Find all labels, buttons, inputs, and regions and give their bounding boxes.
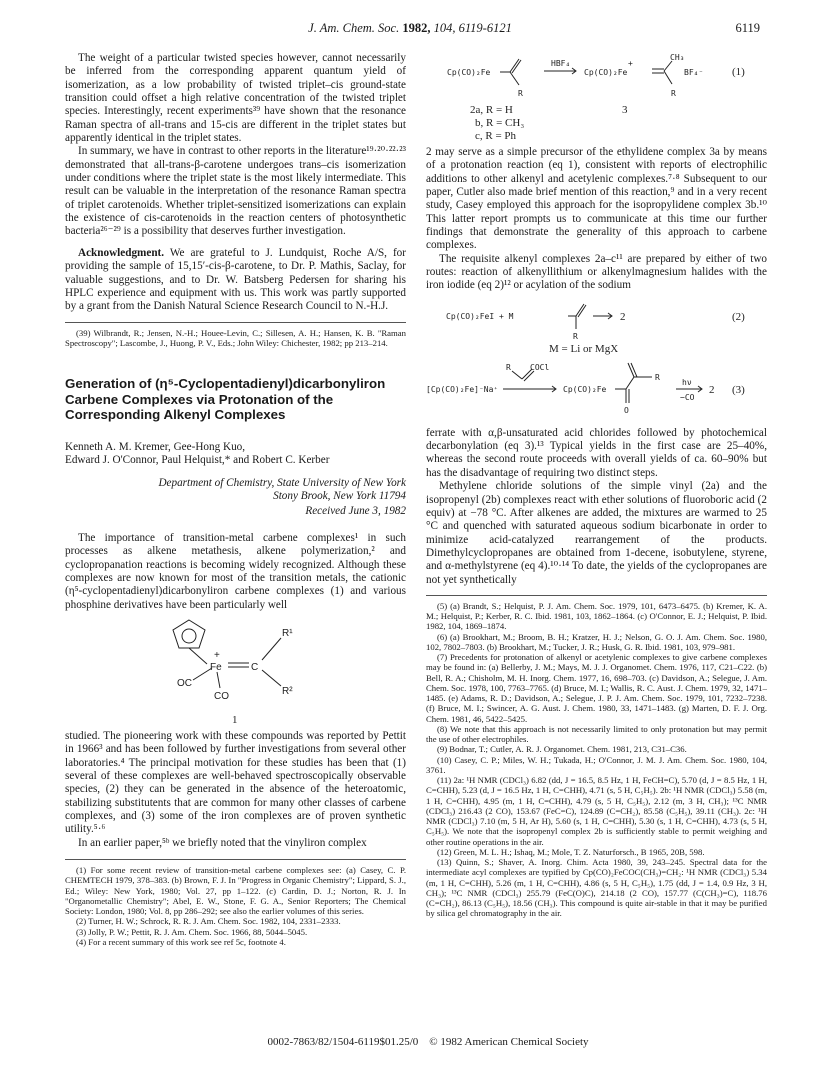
scheme-eq-3: [426, 355, 767, 427]
intro-paragraph: The importance of transition-metal carbene complexes¹ in such processes as alkene metathesis, alkene polymerization,² and cyclopropanation reactions is becoming widely recognized. Although these complexes are now known for most of the transition metals, the cationic (η⁵-cyclopentadienyl)dicarbonyliron carbene complexes (1) and various phosphine derivatives have been particularly well: [65, 531, 406, 611]
right-footnotes: [426, 601, 767, 919]
requisite-paragraph: The requisite alkenyl complexes 2a–c¹¹ are prepared by either of two routes: reaction of alkenyllithium or alkenylmagnesium halides with the iron iodide (eq 2)¹² or acylation of the sodium: [426, 252, 767, 292]
footnote-10: (10) Casey, C. P.; Miles, W. H.; Tukada, H.; O'Connor, J. M. J. Am. Chem. Soc. 1980, 104, 3761.: [426, 754, 767, 775]
eq2-product: 2: [620, 310, 626, 323]
footnote-1: (1) For some recent review of transition-metal carbene complexes see: (a) Casey, C. P. CHEMTECH 1979, 378–383. (b) Brown, F. J. In "Progress in Organic Chemistry"; Lippard, S. J., Ed.; Wiley: New York, 1980; Vol. 27, pp 1–122. (c) Cardin, D. J.; Norton, R. J. In "Organometallic Chemistry"; Abel, E. W., Stone, F. G. A., Senior Reporters; The Chemical Society: London, 1980; Vol. 8, pp 286–292; see also the earlier volumes of this series.: [65, 865, 406, 916]
scheme-eq-2: [426, 293, 767, 355]
copyright-notice: © 1982 American Chemical Society: [429, 1036, 589, 1048]
cp-fe-bond: [189, 648, 207, 664]
struct1-co-label: CO: [214, 690, 229, 702]
footnote-12: (12) Green, M. L. H.; Ishaq, M.; Mole, T. Z. Naturforsch., B 1965, 20B, 598.: [437, 846, 705, 857]
acknowledgment-paragraph: [65, 247, 406, 314]
footnote-rule-2: [65, 859, 406, 860]
authors-line-2: Edward J. O'Connor, Paul Helquist,* and Robert C. Kerber: [65, 454, 330, 467]
eq1-reactant: Cp(CO)₂Fe: [447, 68, 491, 77]
footnote-rule-right: [426, 595, 767, 596]
journal-name: J. Am. Chem. Soc.: [308, 21, 400, 35]
eq3-number: (3): [732, 383, 745, 396]
journal-year: 1982,: [402, 21, 431, 35]
struct1-plus: +: [214, 649, 220, 661]
eq3-product: 2: [709, 383, 715, 396]
authors-line-1: Kenneth A. M. Kremer, Gee-Hong Kuo,: [65, 440, 246, 453]
eq1-reagent: HBF₄: [551, 59, 571, 68]
eq3-intermediate: Cp(CO)₂Fe: [563, 384, 607, 394]
struct1-c-label: C: [251, 661, 259, 673]
fe-co-bond-down: [217, 672, 220, 688]
eq2-r: R: [573, 331, 578, 341]
acknowledgment-text: We are grateful to J. Lundquist, Roche A/S, for providing the sample of 15,15′-cis-β-carotene, to Dr. P. Mathis, Saclay, for valuable suggestions, and to Dr. W. Batsberg Pedersen for sharing his HPLC experience and equipment with us. This work was partly supported by a grant from the Danish Natural Science Research Council to N.-H.J.: [65, 246, 406, 313]
eq2-left: Cp(CO)₂FeI + M: [446, 311, 514, 321]
eq2-number: (2): [732, 310, 745, 323]
footnote-8: (8) We note that this approach is not necessarily limited to only protonation but may permit the use of other electrophiles.: [426, 723, 767, 745]
eq3-o: O: [624, 405, 629, 415]
affiliation-line-2: Stony Brook, New York 11794: [273, 490, 406, 503]
precursor-paragraph: 2 may serve as a simple precursor of the ethylidene complex 3a by means of a protonation reaction (eq 1), consistent with reports of electrophilic additions to other alkenyl and acetylenic complexes.⁷·⁸ Subsequent to our paper, Cutler also made brief mention of this reaction,⁹ and in a very recent study, Casey employed this approach for the isopropylidene complex 3b.¹⁰ This latter report prompts us to communicate at this time our further findings that demonstrate the generality of this approach to carbene complexes.: [426, 146, 767, 252]
eq3-vinyl-up: [628, 363, 634, 377]
label-2b: b, R = CH₃: [475, 117, 525, 129]
eq3-left: [Cp(CO)₂Fe]⁻Na⁺: [426, 384, 499, 394]
footnote-3: (3) Jolly, P. W.; Pettit, R. J. Am. Chem. Soc. 1966, 88, 5044–5045.: [76, 926, 308, 937]
eq1-ch3: CH₃: [670, 53, 685, 62]
eq2-m-definition: M = Li or MgX: [549, 342, 619, 355]
struct1-r2-label: R²: [282, 685, 293, 697]
aromatic-circle: [182, 629, 196, 643]
eq1-counterion: BF₄⁻: [684, 68, 704, 77]
received-date: Received June 3, 1982: [305, 505, 406, 518]
eq1-r-left: R: [518, 89, 523, 98]
footnote-13: (13) Quinn, S.; Shaver, A. Inorg. Chim. Acta 1980, 39, 243–245. Spectral data for the intermediate acyl complexes are typified by Cp(CO)₂FeCOC(CH₃)=CH₂: ¹H NMR (CDCl₃) 5.34 (m, 1 H, C=CHH), 5.26 (m, 1 H, C=CHH), 4.86 (s, 5 H, C₅H₅), 1.75 (dd, J = 1.4, 0.9 Hz, 3 H, CH₃); ¹³C NMR (CDCl₃) 255.79 (FeC(O)C), 214.18 (2 CO), 157.77 (C(CH₃)=C), 118.76 (C=CH₂), 86.13 (C₅H₅), 18.56 (CH₃). This compound is quite air-stable in that it may be purified by silica gel chromatography in the air.: [426, 857, 767, 919]
label-2c: c, R = Ph: [475, 130, 517, 142]
eq3-hv: hν: [682, 377, 692, 387]
eq1-vinyl-r: [510, 72, 519, 85]
journal-pages: 6119-6121: [458, 21, 512, 35]
struct1-fe-label: Fe: [210, 661, 222, 673]
footnote-11: (11) 2a: ¹H NMR (CDCl₃) 6.82 (dd, J = 16.5, 8.5 Hz, 1 H, FeCH=C), 5.70 (d, J = 8.5 Hz, 1 H, C=CHH), 5.23 (d, J = 16.5 Hz, 1 H, C=CHH), 4.71 (s, 5 H, C₅H₅). 2b: ¹H NMR (CDCl₃) 5.58 (m, 1 H, C=CHH), 4.95 (m, 1 H, C=CHH), 4.79 (s, 5 H, C₅H₅), 2.12 (m, 3 H, CH₃); ¹³C NMR (CDCl₃) 216.43 (2 CO), 153.67 (FeC=C), 124.89 (C=CH₂), 85.58 (C₅H₅), 39.11 (CH₃). 2c: ¹H NMR (CDCl₃) 7.10 (m, 5 H, Ar H), 5.60 (s, 1 H, C=CHH), 5.30 (s, 1 H, C=CHH), 4.73 (s, 5 H, C₅H₅). We note that the isopropenyl complex 2b is sufficiently stable to permit weighing and other routine operations in the air.: [426, 775, 767, 847]
footnote-2: (2) Turner, H. W.; Schrock, R. R. J. Am. Chem. Soc. 1982, 104, 2331–2333.: [76, 916, 341, 927]
article-title: Generation of (η⁵-Cyclopentadienyl)dicarbonyliron Carbene Complexes via Protonation of the Corresponding Alkenyl Complexes: [65, 376, 386, 423]
right-column: [426, 52, 767, 919]
affiliation-line-1: Department of Chemistry, State University of New York: [158, 476, 406, 489]
eq3-minus-co: −CO: [680, 392, 695, 402]
eq3-r: R: [655, 372, 660, 382]
eq1-number: (1): [732, 66, 745, 78]
running-head: [60, 21, 760, 37]
footnote-4: (4) For a recent summary of this work see ref 5c, footnote 4.: [76, 936, 286, 947]
summary-paragraph: In summary, we have in contrast to other reports in the literature¹⁹·²⁰·²²·²³ demonstrated that all-trans-β-carotene undergoes trans–cis isomerization under conditions where the triplet state is the most likely intermediate. This result can be valuable in the interpretation of the resonance Raman spectra of triplet carotenoids. Whether triplet-sensitized isomerizations can explain the existence of cis-carotenoids in the reaction centers of photosynthetic bacteria²⁶⁻²⁹ is a possibility that deserves further investigation.: [65, 145, 406, 238]
left-column: [65, 52, 406, 947]
footnote-39: (39) Wilbrandt, R.; Jensen, N.-H.; Houee-Levin, C.; Sillesen, A. H.; Hansen, K. B. "Raman Spectroscopy"; Lascombe, J., Huong, P. V., Eds.; John Wiley: Chichester, 1982; pp 213–214.: [65, 327, 406, 348]
eq1-prod-r: [664, 71, 672, 84]
footnote-rule: [65, 322, 406, 323]
eq3-reagent-r-bond: [512, 371, 522, 379]
eq3-reagent-r: R: [506, 362, 511, 372]
ferrate-paragraph: ferrate with α,β-unsaturated acid chlorides followed by photochemical decarbonylation (eq 3).¹³ Typical yields in the first case are 25–40%, whereas the second route proceeds with overall yields of ca. 60–90% but has the disadvantage of requiring two distinct steps.: [426, 426, 767, 479]
eq1-prod-ch3: [664, 61, 672, 71]
c-r2-bond: [262, 670, 281, 686]
acknowledgment-label: Acknowledgment.: [78, 246, 165, 259]
left-footnotes: [65, 865, 406, 947]
eq3-reagent-cocl: COCl: [530, 362, 550, 372]
label-3: 3: [622, 104, 628, 116]
eq1-plus: +: [628, 59, 633, 68]
structure-1-diagram: [65, 614, 406, 728]
eq3-acyl-up: [626, 377, 634, 389]
struct1-r1-label: R¹: [282, 627, 293, 639]
methylene-chloride-paragraph: Methylene chloride solutions of the simple vinyl (2a) and the isopropenyl (2b) complexes react with ether solutions of fluoroboric acid (2 equiv) at −78 °C. After alkenes are added, the mixtures are warmed to 25 °C and quenched with saturated aqueous sodium bicarbonate in order to minimize acid-catalyzed rearrangement of the products. Dimethylcyclopropanes are obtained from 1-decene, isobutylene, styrene, and α-methylstyrene (eq 4).¹⁰·¹⁴ To date, the yields of the cyclopropanes are not yet synthetically: [426, 480, 767, 586]
footnote-5: (5) (a) Brandt, S.; Helquist, P. J. Am. Chem. Soc. 1979, 101, 6473–6475. (b) Kremer, K. A. M.; Helquist, P.; Kerber, R. C. Ibid. 1981, 103, 1862–1864. (c) O'Connor, E. J.; Helquist, P. Ibid. 1982, 104, 1869–1874.: [426, 600, 767, 632]
cyclopentadienyl-ring: [173, 620, 205, 648]
footnote-9: (9) Bodnar, T.; Cutler, A. R. J. Organomet. Chem. 1981, 213, C31–C36.: [437, 744, 687, 755]
previous-article-paragraph: The weight of a particular twisted species however, cannot necessarily be inferred from the corresponding apparent quantum yield of isomerization, as a low probability of twisted triplet–cis ground-state transition could offset a high relative concentration of the twisted triplet species. Interestingly, recent experiments³⁹ have shown that the resonance Raman spectra of all-trans and 15-cis are different in the triplet states but apparently identical in the triplet states.: [65, 52, 406, 145]
eq1-product: Cp(CO)₂Fe: [584, 68, 628, 77]
footnote-6: (6) (a) Brookhart, M.; Broom, B. H.; Kratzer, H. J.; Nelson, G. O. J. Am. Chem. Soc. 1980, 102, 7802–7803. (b) Brookhart, M.; Tucker, J. R.; Husk, G. R. Ibid. 1981, 103, 979–981.: [426, 631, 767, 652]
footnote-7: (7) Precedents for protonation of alkenyl or acetylenic complexes to give carbene complexes may be found in: (a) Bellerby, J. M.; Mays, M. J. J. Organomet. Chem. 1976, 117, C21–C22. (b) Bell, R. A.; Chisholm, M. H. Inorg. Chem. 1977, 16, 698–703. (c) Davidson, A.; Selegue, J. Am. Chem. Soc. 1978, 100, 7763–7765. (d) Bruce, M. I.; Wallis, R. C. Aust. J. Chem. 1979, 32, 1471–1485. (e) Adams, R. D.; Davidson, A.; Selegue, J. P. J. Am. Chem. Soc. 1979, 101, 7232–7238. (f) Bruce, M. I.; Swincer, A. G. Aust. J. Chem. 1980, 33, 1471–1483. (g) Marten, D. F. J. Org. Chem. 1981, 46, 5422–5425.: [426, 652, 767, 724]
eq1-r-right: R: [671, 89, 676, 98]
scheme-eq-1: [426, 52, 767, 146]
struct1-number: 1: [232, 713, 238, 726]
page-footer: [228, 1036, 628, 1048]
label-2a: 2a, R = H: [470, 104, 513, 116]
journal-volume: 104,: [433, 21, 456, 35]
earlier-paper-paragraph: In an earlier paper,⁵ᵇ we briefly noted that the vinyliron complex: [78, 836, 367, 849]
c-r1-bond: [262, 638, 281, 660]
struct1-oc-label: OC: [177, 677, 192, 689]
page-number: 6119: [735, 21, 760, 35]
eq3-vinyl-up-double: [631, 363, 637, 377]
article-code: 0002-7863/82/1504-6119$01.25/0: [267, 1036, 419, 1048]
pioneering-paragraph: studied. The pioneering work with these compounds was reported by Pettit in 1966³ and has been followed by further investigations from several other laboratories.⁴ The principal motivation for these studies has been that (1) several of these complexes are well-behaved spectroscopically observable species, (2) they can be generated in the absence of the heteroatomic, stabilizing substitutents that are common for many other classes of carbene complexes, and (3) some of the iron complexes are of proven synthetic utility.⁵·⁶: [65, 729, 406, 836]
